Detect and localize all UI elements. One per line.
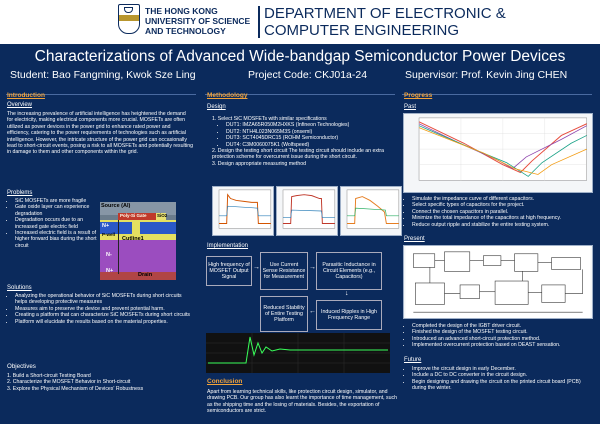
list-item: • Increased electric field is a result of higher forward bias during the short circuit: [15, 230, 100, 249]
introduction-heading: Introduction: [7, 92, 45, 99]
flow-box-parasitic-inductance: Parasitic Inductance in Circuit Elements (e.g., Capacitors): [316, 252, 382, 290]
list-item: • DUT1: IMZA65R050M2HXKS (Infineon Technologies): [226, 122, 400, 128]
problems-heading: Problems: [7, 190, 33, 196]
list-item: • Include a DC to DC converter in the circuit design.: [412, 372, 596, 378]
n-minus-label: N-: [106, 252, 112, 258]
n-plus-label: N+: [102, 223, 110, 229]
department-name: DEPARTMENT OF ELECTRONIC & COMPUTER ENGINEERING: [264, 5, 506, 39]
project-code: Project Code: CKJ01a-24: [248, 69, 368, 81]
list-item: • Simulate the impedance curve of different capacitors.: [412, 196, 596, 202]
capacitor-impedance-plot: [403, 113, 593, 193]
header-divider: [258, 6, 260, 38]
right-arrow-icon: →: [253, 264, 260, 271]
sio2-label: SiO2: [157, 213, 168, 218]
future-heading: Future: [404, 357, 422, 363]
list-item: • Completed the design of the IGBT driver circuit.: [412, 323, 596, 329]
header-banner: [0, 0, 600, 44]
hkust-logo: [118, 4, 140, 34]
list-item: • Begin designing and drawing the circuit on the printed circuit board (PCB) during the winter.: [412, 379, 596, 392]
short-circuit-waveform-plot-2: [276, 186, 338, 236]
short-circuit-waveform-plot-1: [212, 186, 274, 236]
flow-box-induced-ripples: Induced Ripples in High Frequency Range: [316, 300, 382, 330]
design-heading: Design: [207, 104, 226, 110]
list-item: • Connect the chosen capacitors in parallel.: [412, 209, 596, 215]
list-item: 1. Build a Short-circuit Testing Board: [7, 373, 91, 379]
list-item: • Analyzing the operational behavior of SiC MOSFETs during short circuits helps developing protective measures: [15, 293, 195, 306]
future-list: [404, 366, 596, 392]
flow-box-current-sense: Use Current Sense Resistance for Measurement: [260, 252, 308, 290]
left-arrow-icon: ←: [309, 308, 316, 315]
objectives-heading: Objectives: [7, 363, 36, 370]
progress-heading: Progress: [404, 92, 433, 99]
conclusion-heading: Conclusion: [207, 378, 243, 385]
flow-box-high-frequency: High frequency of MOSFET Output Signal: [206, 256, 252, 286]
design-step: 3. Design appropriate measuring method: [212, 160, 307, 167]
down-arrow-icon: ↓: [345, 290, 349, 297]
list-item: 2. Characterize the MOSFET Behavior in Short-circuit: [7, 379, 131, 386]
problems-list: [7, 198, 100, 249]
cutline-label: Cutline1: [122, 236, 144, 242]
dut-list: [212, 122, 400, 148]
list-item: • Reduce output ripple and stabilize the entire testing system.: [412, 222, 596, 228]
drain-label: Drain: [138, 272, 153, 278]
list-item: • DUT4: C3M0060075K1 (Wolfspeed): [226, 142, 400, 148]
list-item: • Degradation occurs due to an increased gate electric field: [15, 217, 100, 230]
methodology-heading: Methodology: [207, 92, 248, 99]
design-step: 2. Design the testing short circuit The testing circuit should include an extra protection scheme for overcurrent issue during the short circuit.: [212, 148, 385, 161]
overview-text: The increasing prevalence of artificial intelligence has heightened the demand for electricity, making electrical components more crucial. MOSFETs are often utilized as power devices in the power grid to enhance rated power and efficiency, catering to the power requirements of technologies such as artificial intelligence. However, the intricate structure of the power grid can occasionally lead to short-circuit events, posing a risk to all MOSFETs and potentially resulting in damage to them and other components within the grid.: [7, 111, 193, 156]
list-item: • Improve the circuit design in early December.: [412, 366, 596, 372]
mosfet-cross-section-diagram: [100, 202, 176, 280]
poly-gate-label: Poly-Si Gate: [120, 213, 147, 218]
right-arrow-icon: →: [309, 264, 316, 271]
list-item: • DUT3: SCT4045DRC15 (ROHM Semiconductor): [226, 135, 400, 141]
circuit-schematic: [403, 245, 593, 319]
past-list: [404, 196, 596, 228]
list-item: • DUT2: NTH4L023N065M3S (onsemi): [226, 129, 400, 135]
list-item: • Measures aim to preserve the device and prevent potential harm.: [15, 306, 195, 312]
list-item: • Platform will elucidate the results based on the material properties.: [15, 319, 195, 325]
list-item: • Finished the design of the MOSFET testing circuit.: [412, 329, 596, 335]
poster-title: Characterizations of Advanced Wide-bandgap Semiconductor Power Devices: [34, 48, 566, 65]
student-names: Student: Bao Fangming, Kwok Sze Ling: [10, 69, 196, 81]
present-list: [404, 323, 596, 349]
list-item: 3. Explore the Physical Mechanism of Devices' Robustness: [7, 385, 144, 392]
short-circuit-waveform-plot-3: [340, 186, 402, 236]
source-label: Source (Al): [101, 203, 131, 209]
list-item: • Creating a platform that can characterize SiC MOSFETs during short circuits: [15, 312, 195, 318]
implementation-heading: Implementation: [207, 243, 249, 249]
n-plus-substrate-label: N+: [106, 268, 114, 274]
solutions-heading: Solutions: [7, 285, 32, 291]
list-item: • SiC MOSFETs are more fragile: [15, 198, 100, 204]
supervisor: Supervisor: Prof. Kevin Jing CHEN: [405, 69, 568, 81]
flow-box-reduced-stability: Reduced Stability of Entire Testing Platform: [260, 296, 308, 332]
solutions-list: [7, 293, 195, 325]
objectives-list: [7, 373, 197, 392]
design-step: 1. Select SiC MOSFETs with similar specifications: [212, 116, 327, 122]
list-item: • Minimize the total impedance of the capacitors at high frequency.: [412, 215, 596, 221]
design-steps: [212, 116, 400, 167]
p-well-label: P-well: [102, 232, 116, 237]
university-name: THE HONG KONG UNIVERSITY OF SCIENCE AND TECHNOLOGY: [145, 6, 251, 36]
list-item: • Implemented overcurrent protection based on DEAST sensation.: [412, 342, 596, 348]
present-heading: Present: [404, 236, 425, 242]
past-heading: Past: [404, 104, 417, 110]
list-item: • Introduced an advanced short-circuit protection method.: [412, 336, 596, 342]
overview-heading: Overview: [7, 102, 33, 108]
list-item: • Gate oxide layer can experience degradation: [15, 204, 100, 217]
oscilloscope-ripple-plot: [206, 333, 390, 373]
list-item: • Select specific types of capacitors for the project.: [412, 202, 596, 208]
conclusion-text: Apart from learning technical skills, like protection circuit design, simulator, and drawing PCB. Our group has also learnt the importance of time management, such as the shipping time and the losing of materials. Besides, the exportation of semiconductors are strict.: [207, 389, 398, 415]
